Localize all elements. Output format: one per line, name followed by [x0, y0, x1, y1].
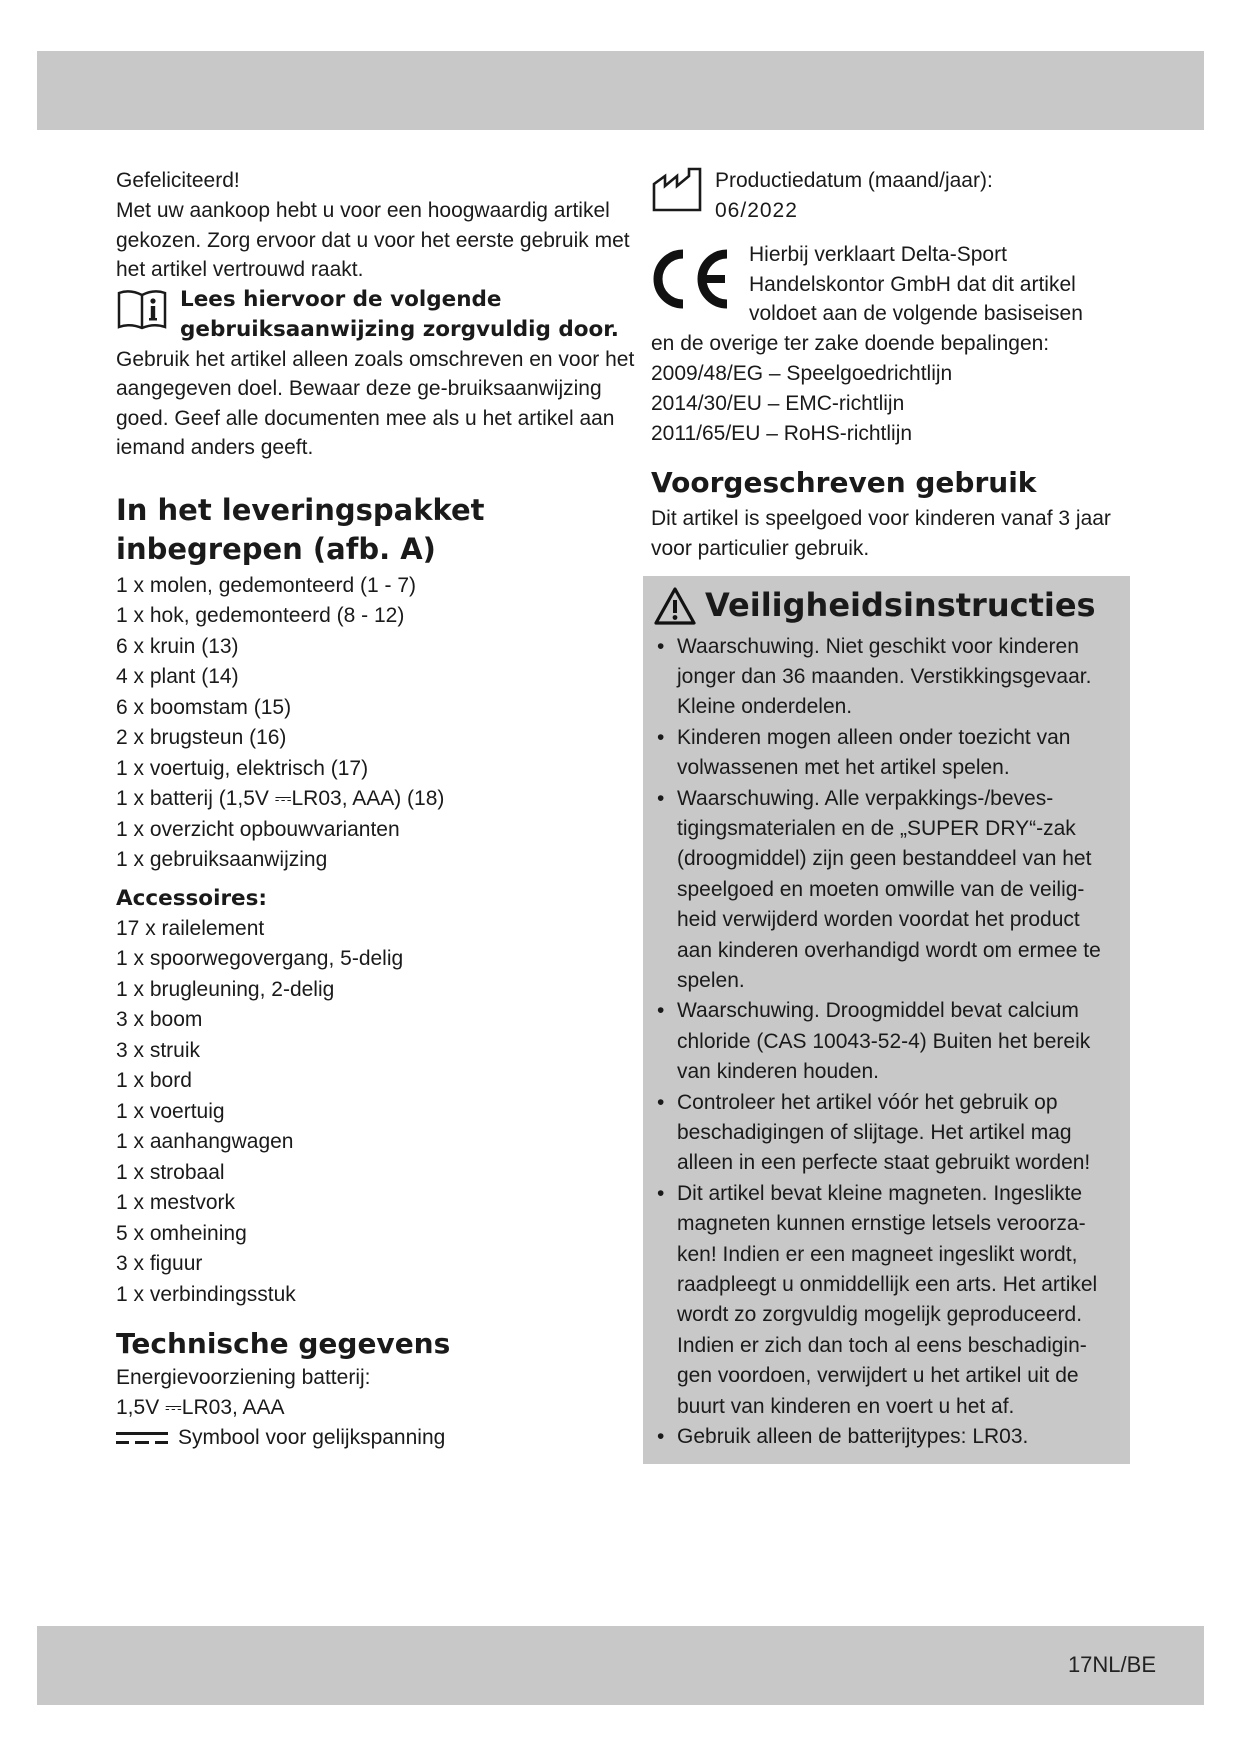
delivery-list: [116, 571, 636, 876]
intro-text: Met uw aankoop hebt u voor een hoogwaardig artikel gekozen. Zorg ervoor dat u voor het eerste gebruik met het artikel vertrouwd raakt.: [116, 199, 630, 281]
warning-triangle-icon: [653, 586, 697, 626]
list-item: • Waarschuwing. Droogmiddel bevat calcium chloride (CAS 10043-52-4) Buiten het bereik van kinderen houden.: [653, 996, 1120, 1087]
list-item: 1 x voertuig, elektrisch (17): [116, 756, 369, 780]
congrats-text: Gefeliciteerd!: [116, 169, 240, 192]
usage-text: Gebruik het artikel alleen zoals omschreven en voor het aangegeven doel. Bewaar deze ge-bruiksaanwijzing goed. Geef alle documenten mee als u het artikel aan iemand anders geeft.: [116, 347, 635, 459]
list-item: 1 x batterij (1,5V ⎓LR03, AAA) (18): [116, 787, 445, 810]
safety-list: [653, 632, 1120, 1453]
list-item: 1 x spoorwegovergang, 5-delig: [116, 947, 404, 970]
delivery-heading-line2: inbegrepen (afb. A): [116, 531, 436, 566]
ce-mark-icon: [651, 248, 733, 310]
production-date: [651, 166, 1131, 226]
list-item: • Waarschuwing. Alle verpakkings-/beves-tigingsmaterialen en de „SUPER DRY“-zak (droogmiddel) zijn geen bestanddeel van het speelgoed en moeten omwille van de veilig-heid verwijderd worden voordat het product aan kinderen overhandigd wordt om ermee te spelen.: [653, 784, 1120, 997]
list-item: • Waarschuwing. Niet geschikt voor kinderen jonger dan 36 maanden. Verstikkingsgevaar. Kleine onderdelen.: [653, 632, 1120, 723]
conformity-text: Hierbij verklaart Delta-Sport Handelskontor GmbH dat dit artikel voldoet aan de volgende basiseisen: [749, 243, 1083, 325]
list-item: 1 x molen, gedemonteerd (1 - 7): [116, 573, 416, 597]
list-item: • Controleer het artikel vóór het gebruik op beschadigingen of slijtage. Het artikel mag alleen in een perfecte staat gebruikt worden!: [653, 1088, 1120, 1179]
right-column: [651, 166, 1131, 1464]
list-item: 1 x brugleuning, 2-delig: [116, 977, 335, 1001]
read-note-text: Lees hiervoor de volgende gebruiksaanwijzing zorgvuldig door.: [180, 286, 619, 342]
list-item: 5 x omheining: [116, 1221, 247, 1245]
delivery-heading: [116, 491, 636, 569]
dc-voltage-icon: [116, 1428, 168, 1448]
safety-box: [643, 576, 1130, 1465]
conformity-text-cont: en de overige ter zake doende bepalingen:: [651, 331, 1050, 355]
safety-heading: Veiligheidsinstructies: [705, 586, 1096, 624]
list-item: 6 x boomstam (15): [116, 695, 292, 719]
list-item: 3 x struik: [116, 1038, 201, 1062]
list-item: 3 x figuur: [116, 1252, 203, 1275]
list-item: 17 x railelement: [116, 916, 265, 940]
list-item: 1 x bord: [116, 1069, 192, 1092]
header-bar: [37, 51, 1204, 130]
list-item: 1 x mestvork: [116, 1191, 236, 1214]
list-item: 4 x plant (14): [116, 665, 239, 688]
list-item: 1 x strobaal: [116, 1160, 225, 1184]
list-item: • Gebruik alleen de batterijtypes: LR03.: [653, 1422, 1120, 1452]
safety-title: [653, 586, 1120, 626]
production-label: Productiedatum (maand/jaar):: [715, 169, 993, 192]
directive-item: 2011/65/EU – RoHS-richtlijn: [651, 421, 913, 445]
list-item: • Kinderen mogen alleen onder toezicht van volwassenen met het artikel spelen.: [653, 723, 1120, 784]
manual-book-icon: [116, 287, 168, 331]
read-instructions-note: [116, 285, 636, 345]
delivery-heading-line1: In het leveringspakket: [116, 492, 485, 527]
list-item: • Dit artikel bevat kleine magneten. Ingeslikte magneten kunnen ernstige letsels veroorza-ken! Indien er een magneet ingeslikt wordt, raadpleegt u onmiddellijk een arts. Het artikel wordt zo zorgvuldig mogelijk geproduceerd. Indien er zich dan toch al eens beschadigin-gen voordoen, verwijdert u het artikel uit de buurt van kinderen en voert u het af.: [653, 1179, 1120, 1422]
dc-legend-text: Symbool voor gelijkspanning: [178, 1426, 446, 1449]
list-item: 1 x aanhangwagen: [116, 1130, 294, 1153]
conformity-declaration: [651, 242, 1131, 329]
list-item: 1 x verbindingsstuk: [116, 1282, 296, 1306]
list-item: 1 x gebruiksaanwijzing: [116, 848, 328, 871]
energy-value: 1,5V ⎓LR03, AAA: [116, 1396, 285, 1419]
list-item: 6 x kruin (13): [116, 634, 239, 658]
manufacture-date-icon: [651, 166, 703, 214]
directive-item: 2014/30/EU – EMC-richtlijn: [651, 391, 905, 415]
list-item: 1 x overzicht opbouwvarianten: [116, 817, 400, 841]
intended-use-text: Dit artikel is speelgoed voor kinderen vanaf 3 jaar voor particulier gebruik.: [651, 506, 1111, 560]
accessories-list: [116, 914, 636, 1311]
accessories-heading: Accessoires:: [116, 885, 268, 911]
intended-use-heading: Voorgeschreven gebruik: [651, 465, 1037, 499]
list-item: 3 x boom: [116, 1008, 203, 1031]
list-item: 2 x brugsteun (16): [116, 726, 287, 749]
left-column: [116, 166, 636, 1453]
energy-label: Energievoorziening batterij:: [116, 1366, 371, 1389]
technical-heading: Technische gegevens: [116, 1327, 451, 1360]
list-item: 1 x voertuig: [116, 1099, 225, 1123]
directive-item: 2009/48/EG – Speelgoedrichtlijn: [651, 361, 953, 385]
list-item: 1 x hok, gedemonteerd (8 - 12): [116, 604, 405, 627]
dc-symbol-legend: [116, 1423, 636, 1453]
footer-bar: [37, 1626, 1204, 1705]
page-number: 17NL/BE: [1067, 1652, 1156, 1677]
production-value: 06/2022: [715, 199, 798, 222]
